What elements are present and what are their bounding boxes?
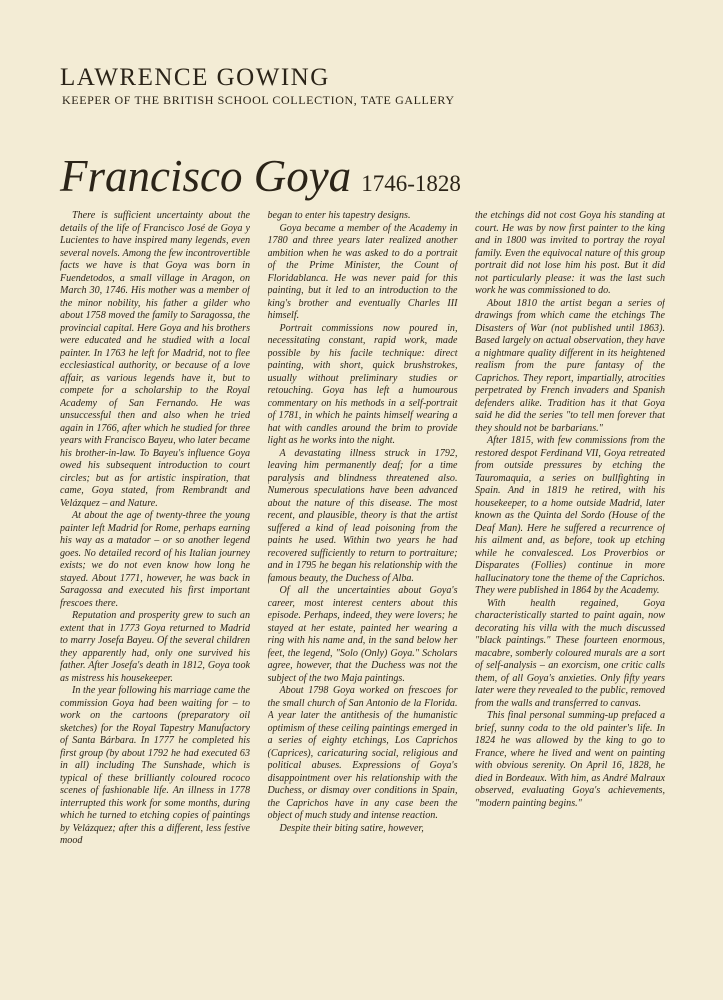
article-title [60,150,461,202]
paragraph: Despite their biting satire, however, [279,822,424,834]
paragraph: With health regained, Goya characteristically started to paint again, now decorating his villa with the much discussed "black paintings." These fourteen enormous, macabre, somberly coloured murals are a sort of self-analysis – an exorcism, one critic calls them, of all Goya's anxieties. Only fifty years later were they revealed to the public, removed from the walls and transferred to canvas. [475,597,665,709]
paragraph: There is sufficient uncertainty about the details of the life of Francisco José de Goya y Lucientes to have inspired many legends, even several novels. Among the few incontrovertible facts we have is that Goya was born in Fuendetodos, a small village in Aragon, on March 30, 1746. His mother was a member of the minor nobility, his father a gilder who about 1758 moved the family to Saragossa, the provincial capital. Here Goya and his brothers were educated and he studied with a local painter. In 1763 he left for Madrid, not to flee ecclesiastical authority, or because of a love affair, as various legends have it, but to compete for a scholarship to the Royal Academy of San Fernando. He was unsuccessful then and also when he tried again in 1766, after which he studied for three years with Francisco Bayeu, who later became his brother-in-law. To Bayeu's influence Goya owed his subsequent introduction to court circles; but as for artistic inspiration, that came, Goya stated, from Rembrandt and Velázquez – and Nature. [60,210,250,509]
paragraph: About 1798 Goya worked on frescoes for the small church of San Antonio de la Florida. A year later the antithesis of the humanistic optimism of these ceiling paintings emerged in a series of eighty etchings, Los Caprichos (Caprices), caricaturing social, religious and political abuses. Expressions of Goya's disappointment over his relationship with the Duchess, or dismay over conditions in Spain, the Caprichos have in any case been the object of much study and intense reaction. [267,685,458,821]
column-2 [268,210,458,970]
paragraph: Portrait commissions now poured in, necessitating constant, rapid work, made possible by his facile technique: direct painting, with short, quick brushstrokes, usually without preliminary studies or retouching. Goya has left a humourous commentary on his methods in a self-portrait of 1781, in which he paints himself wearing a hat with candles around the brim to provide light as he works into the night. [267,322,458,446]
article-body [60,210,665,970]
paragraph: After 1815, with few commissions from the restored despot Ferdinand VII, Goya retreated from outside pressures by etching the Tauromaquia, a series on bullfighting in Spain. And in 1819 he retired, with his housekeeper, to a home outside Madrid, later known as the Quinta del Sordo (House of the Deaf Man). Here he suffered a recurrence of his ailment and, as before, took up etching while he convalesced. Los Proverbios or Disparates (Follies) continue in more hallucinatory tone the theme of the Caprichos. They were published in 1864 by the Academy. [475,435,665,596]
title-dates: 1746-1828 [361,171,461,196]
paragraph: Reputation and prosperity grew to such an extent that in 1773 Goya returned to Madrid to marry Josefa Bayeu. Of the several children they apparently had, only one survived his father. After Josefa's death in 1812, Goya took as mistress his housekeeper. [60,610,250,684]
column-3 [475,210,665,970]
author-name: LAWRENCE GOWING [60,64,330,91]
paragraph: A devastating illness struck in 1792, leaving him permanently deaf; for a time paralysis and blindness threatened also. Numerous speculations have been advanced about the nature of this disease. The most recent, and plausible, theory is that the artist suffered a kind of lead poisoning from the paints he used. Within two years he had recovered sufficiently to return to portraiture; and in 1795 he began his relationship with the famous beauty, the Duchess of Alba. [267,447,458,584]
column-1 [60,210,250,970]
paragraph: About 1810 the artist began a series of drawings from which came the etchings The Disasters of War (not published until 1863). Based largely on actual observation, they have a nightmare quality different in its heightened realism from the pure fantasy of the Caprichos. They report, impartially, atrocities perpetrated by French invaders and Spanish defenders alike. Tradition has it that Goya said he did the series "to tell men forever that they should not be barbarians." [475,297,665,434]
title-text: Francisco Goya [60,151,352,201]
paragraph: Goya became a member of the Academy in 1780 and three years later realized another ambition when he was asked to do a portrait of the Prime Minister, the Count of Floridablanca. He was never paid for this painting, but it led to an introduction to the king's brother and eventually Charles III himself. [267,222,458,321]
paragraph: At about the age of twenty-three the young painter left Madrid for Rome, perhaps earning his way as a matador – or so another legend goes. No detailed record of his Italian journey exists; we do not even know how long he stayed. About 1771, however, he was back in Saragossa and executed his first important frescoes there. [60,510,250,609]
paragraph: Of all the uncertainties about Goya's career, most interest centers about this episode. Perhaps, indeed, they were lovers; he stayed at her estate, painted her wearing a ring with his name and, in the sand below her feet, the legend, "Solo (Only) Goya." Scholars agree, however, that the Duchess was not the subject of the two Maja paintings. [267,585,458,684]
paragraph: began to enter his tapestry designs. [267,210,411,221]
paragraph: In the year following his marriage came the commission Goya had been waiting for – to work on the cartoons (preparatory oil sketches) for the Royal Tapestry Manufactory of Santa Bárbara. In 1777 he completed his first group (by about 1792 he had executed 63 in all) including The Sunshade, which is typical of these brilliantly coloured rococo scenes of fashionable life. An illness in 1778 interrupted this work for some months, during which he turned to etching copies of paintings by Velázquez; after this a different, less festive mood [60,685,250,846]
paragraph: This final personal summing-up prefaced a brief, sunny coda to the old painter's life. In 1824 he was allowed by the king to go to France, where he lived and went on painting with obvious serenity. On April 16, 1828, he died in Bordeaux. With him, as André Malraux observed, evaluating Goya's achievements, "modern painting begins." [475,710,665,809]
paragraph: the etchings did not cost Goya his standing at court. He was by now first painter to the king and in 1800 was invited to portray the royal family. Even the equivocal nature of this group portrait did not lose him his post. But it did not particularly please: it was the last such work he was commissioned to do. [475,210,665,296]
author-role: KEEPER OF THE BRITISH SCHOOL COLLECTION, TATE GALLERY [62,93,455,107]
